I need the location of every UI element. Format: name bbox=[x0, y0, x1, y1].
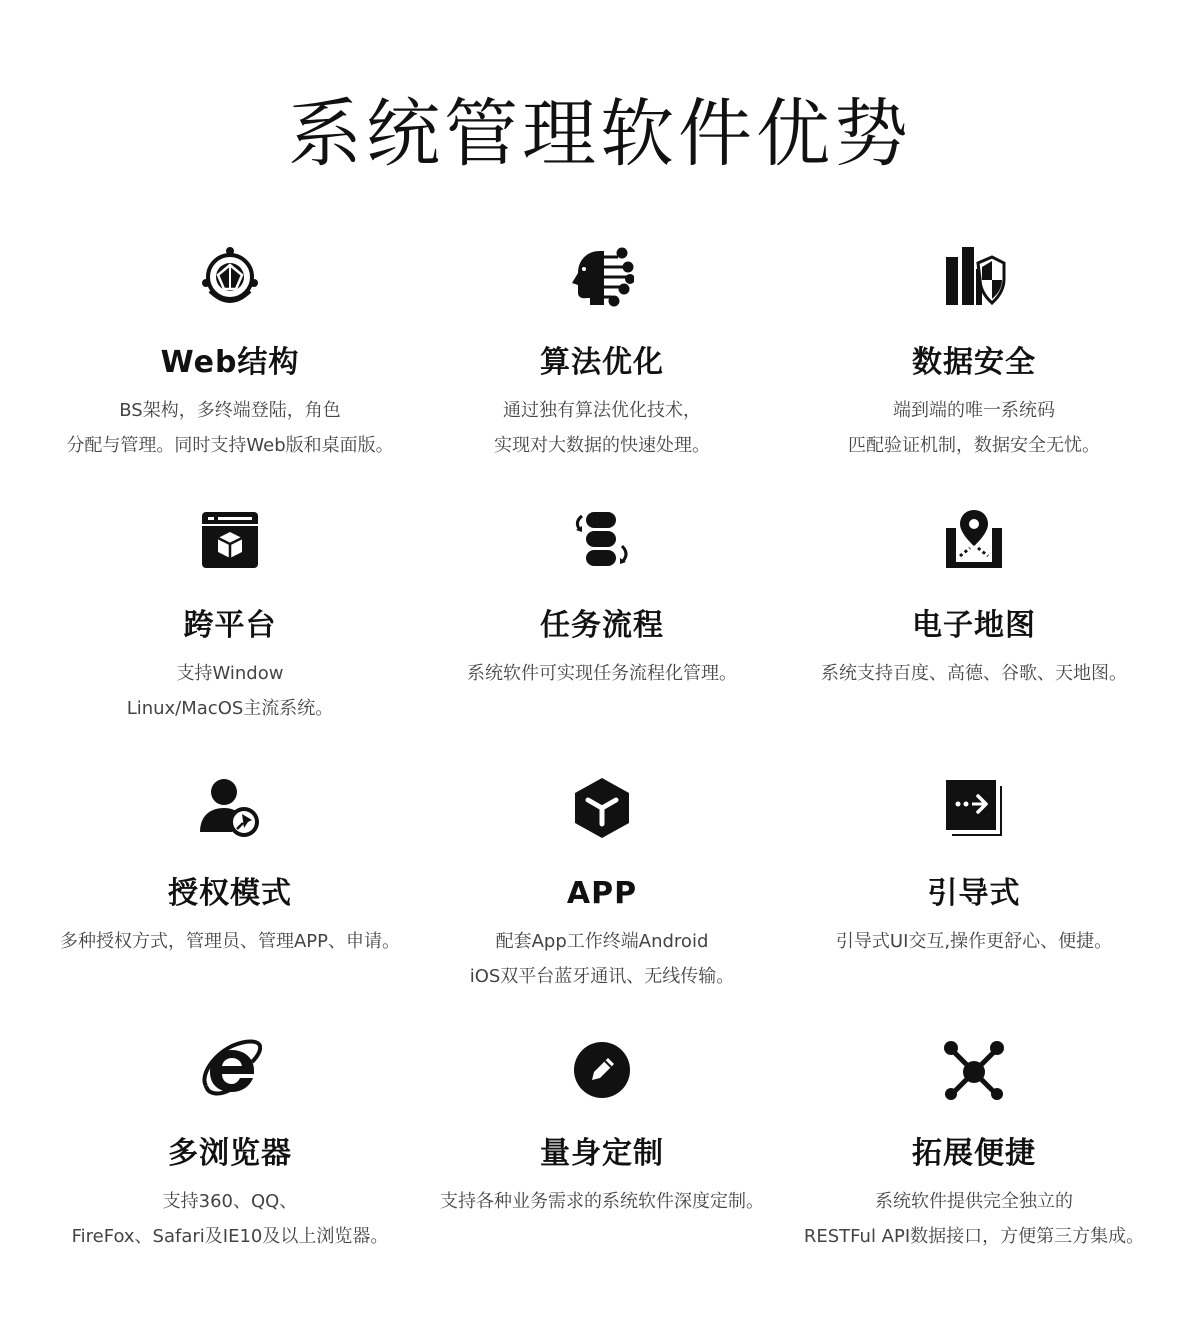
app-cube-icon bbox=[570, 776, 634, 840]
description-line: 配套App工作终端Android bbox=[495, 931, 709, 952]
feature-title: 电子地图 bbox=[912, 608, 1036, 643]
description-line: 多种授权方式，管理员、管理APP、申请。 bbox=[59, 931, 401, 952]
description-line: 匹配验证机制，数据安全无忧。 bbox=[848, 435, 1100, 456]
feature-title: 引导式 bbox=[927, 876, 1021, 911]
feature-description bbox=[30, 1184, 430, 1254]
ai-head-icon bbox=[570, 245, 634, 309]
network-nodes-icon bbox=[942, 1036, 1006, 1100]
feature-description bbox=[402, 656, 802, 691]
feature-title: 任务流程 bbox=[540, 608, 664, 643]
description-line: Linux/MacOS主流系统。 bbox=[126, 698, 334, 719]
page-title: 系统管理软件优势 bbox=[288, 91, 912, 177]
feature-title: 数据安全 bbox=[912, 345, 1036, 380]
description-line: 系统支持百度、高德、谷歌、天地图。 bbox=[821, 663, 1127, 684]
feature-description bbox=[30, 924, 430, 959]
database-sync-icon bbox=[570, 508, 634, 572]
feature-title: APP bbox=[566, 876, 638, 911]
feature-description bbox=[30, 656, 430, 726]
browser-box-icon bbox=[198, 508, 262, 572]
data-shield-icon bbox=[942, 245, 1006, 309]
description-line: 系统软件可实现任务流程化管理。 bbox=[467, 663, 737, 684]
user-pin-icon bbox=[198, 776, 262, 840]
description-line: 支持360、QQ、 bbox=[162, 1191, 298, 1212]
feature-description bbox=[774, 924, 1174, 959]
globe-network-icon bbox=[198, 245, 262, 309]
description-line: FireFox、Safari及IE10及以上浏览器。 bbox=[71, 1226, 389, 1247]
feature-description bbox=[774, 1184, 1174, 1254]
description-line: 引导式UI交互,操作更舒心、便捷。 bbox=[835, 931, 1113, 952]
feature-description bbox=[774, 393, 1174, 463]
description-line: 端到端的唯一系统码 bbox=[893, 400, 1055, 421]
description-line: 支持Window bbox=[176, 663, 284, 684]
feature-title: 量身定制 bbox=[540, 1136, 664, 1171]
description-line: BS架构，多终端登陆，角色 bbox=[119, 400, 341, 421]
feature-description bbox=[402, 393, 802, 463]
description-line: iOS双平台蓝牙通讯、无线传输。 bbox=[469, 966, 735, 987]
feature-description bbox=[30, 393, 430, 463]
description-line: 系统软件提供完全独立的 bbox=[875, 1191, 1073, 1212]
ie-browser-icon bbox=[198, 1036, 262, 1100]
description-line: 通过独有算法优化技术， bbox=[503, 400, 701, 421]
feature-description bbox=[402, 1184, 802, 1219]
feature-title: 跨平台 bbox=[183, 608, 277, 643]
description-line: 实现对大数据的快速处理。 bbox=[494, 435, 710, 456]
description-line: 分配与管理。同时支持Web版和桌面版。 bbox=[66, 435, 394, 456]
feature-title: 授权模式 bbox=[168, 876, 292, 911]
feature-description bbox=[402, 924, 802, 994]
feature-title: 拓展便捷 bbox=[912, 1136, 1036, 1171]
map-pin-icon bbox=[942, 508, 1006, 572]
pencil-circle-icon bbox=[570, 1036, 634, 1100]
feature-description bbox=[774, 656, 1174, 691]
terminal-arrow-icon bbox=[942, 776, 1006, 840]
description-line: 支持各种业务需求的系统软件深度定制。 bbox=[440, 1191, 764, 1212]
feature-title: 多浏览器 bbox=[168, 1136, 292, 1171]
description-line: RESTFul API数据接口，方便第三方集成。 bbox=[803, 1226, 1145, 1247]
feature-title: Web结构 bbox=[160, 345, 300, 380]
feature-title: 算法优化 bbox=[540, 345, 664, 380]
